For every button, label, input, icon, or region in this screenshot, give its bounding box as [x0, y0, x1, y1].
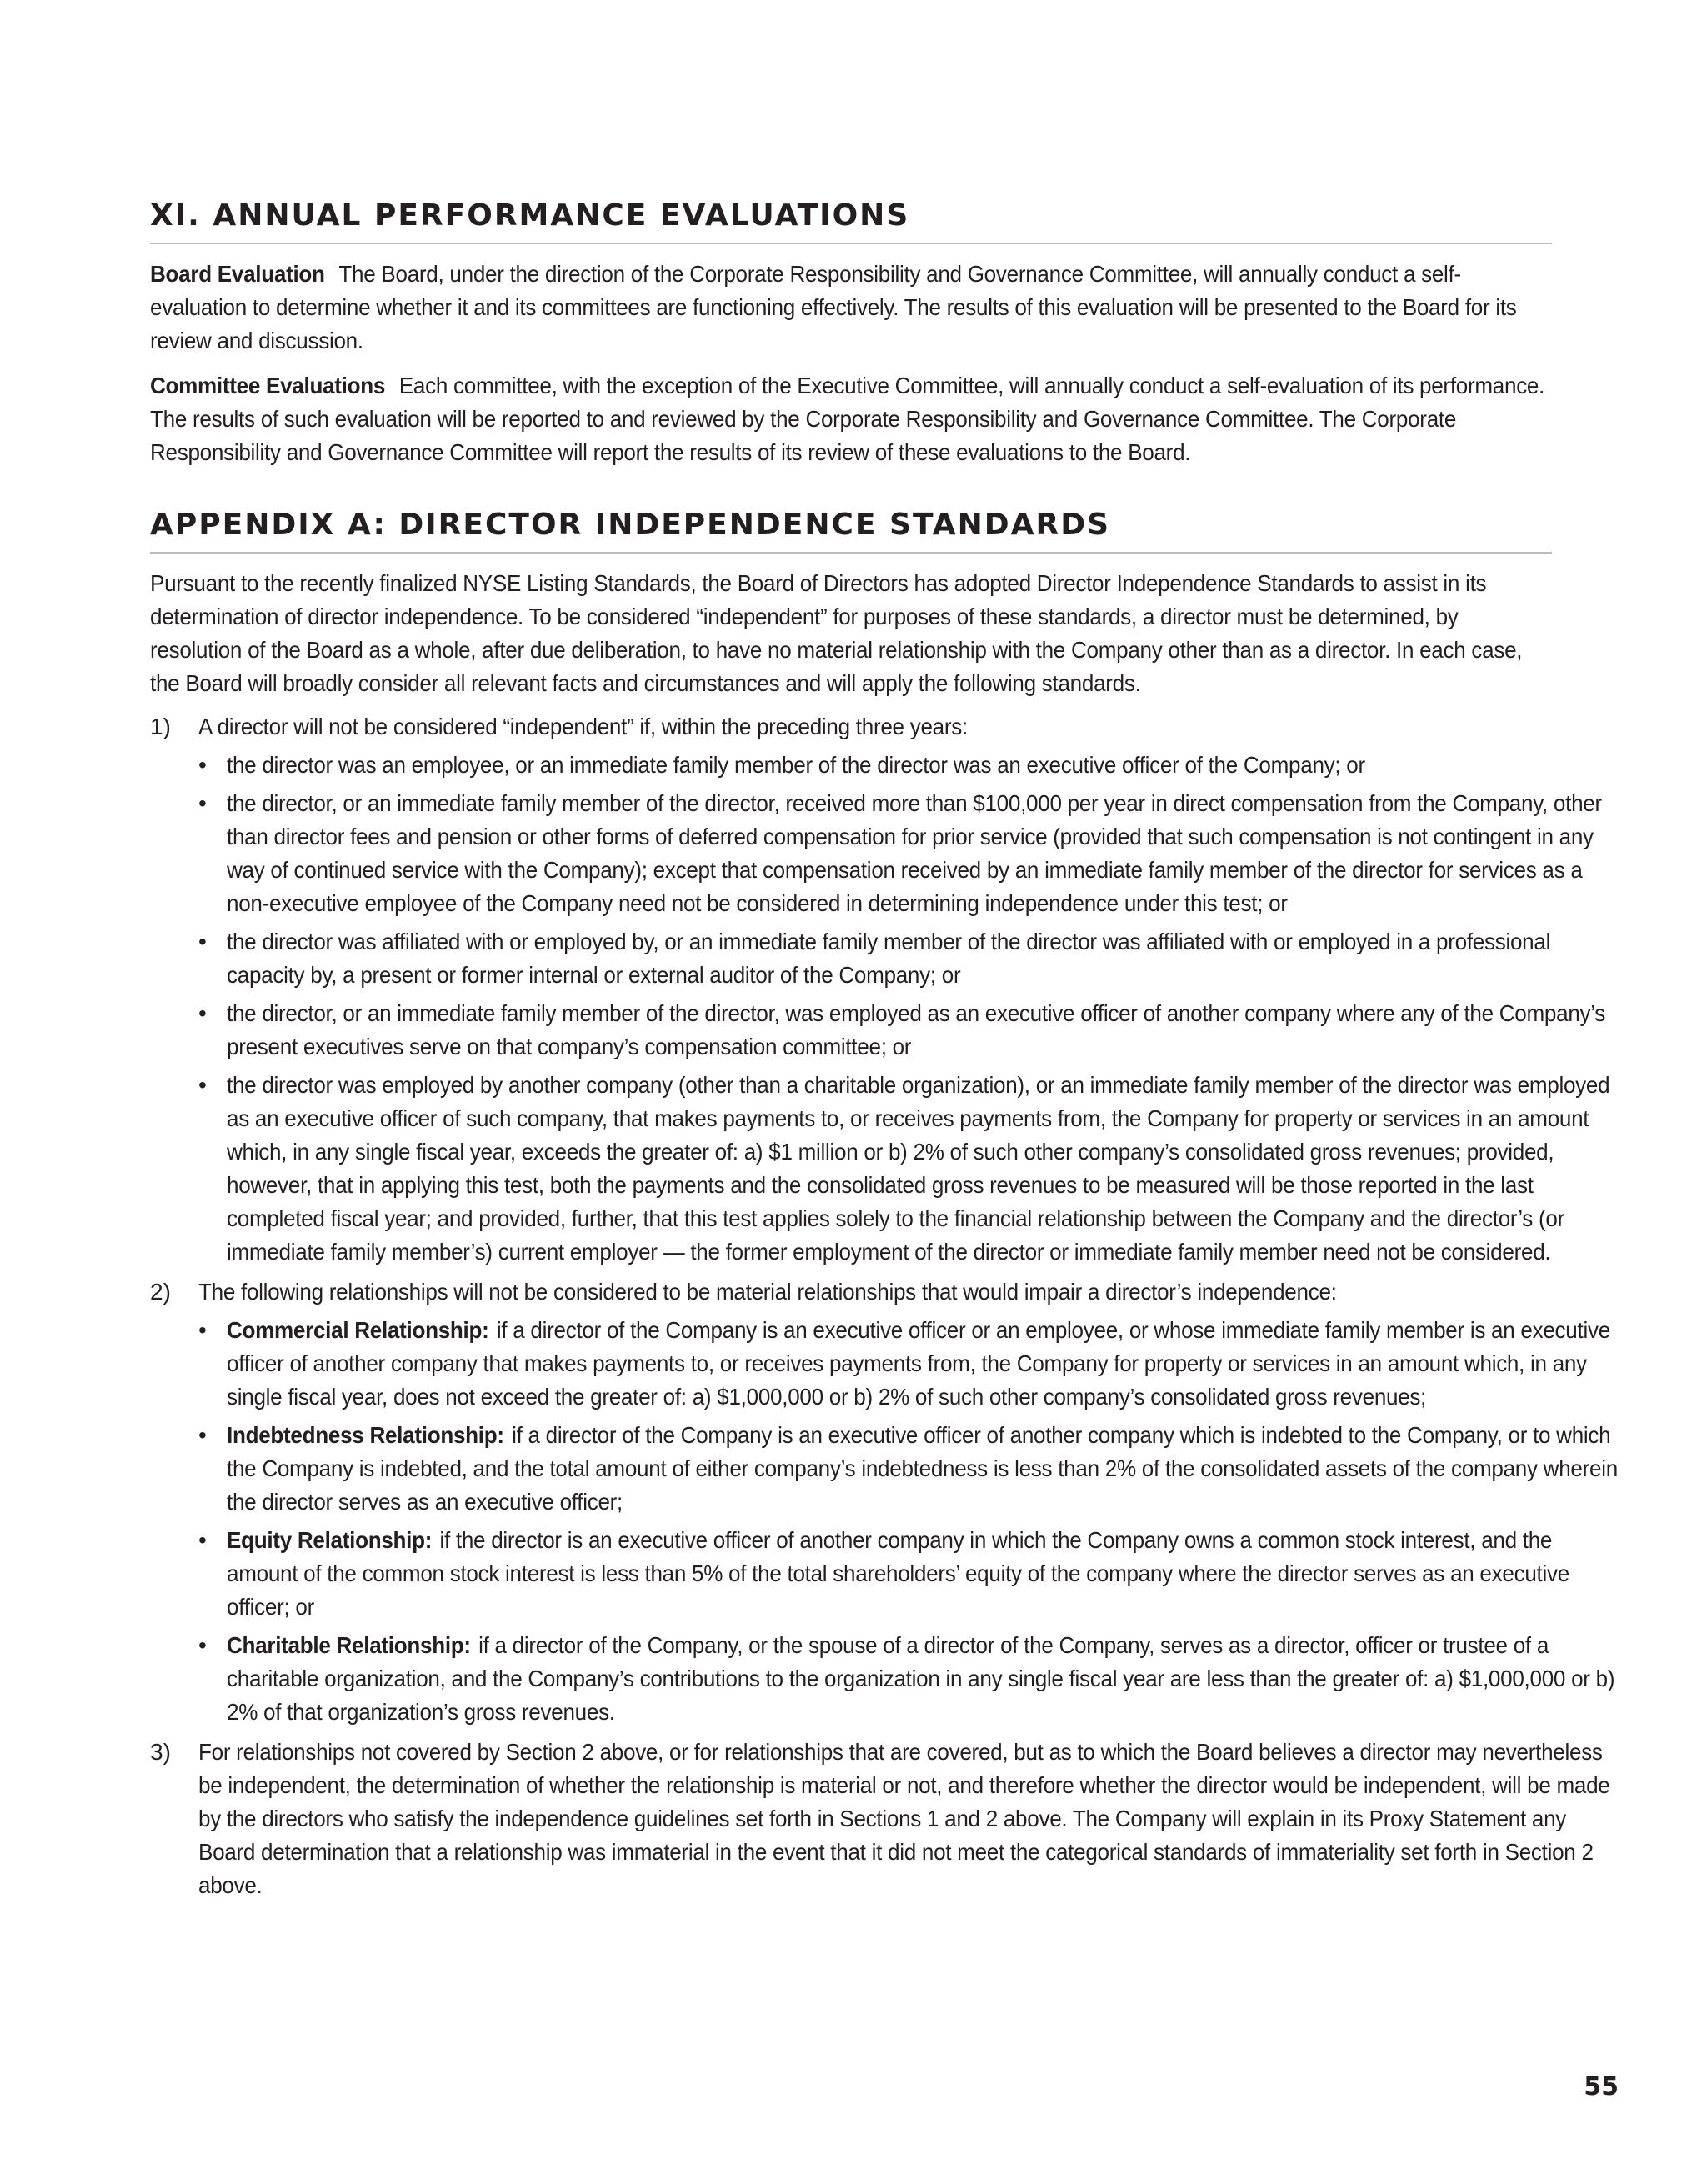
board-evaluation-text: The Board, under the direction of the Corporate Responsibility and Governance Committee, will annually conduct a self-evaluation to determine whether it and its committees are functioning effectively. The results of this evaluation will be presented to the Board for its review and discussion.	[150, 261, 1517, 353]
section-heading-annual-evaluations: XI. ANNUAL PERFORMANCE EVALUATIONS	[150, 198, 1552, 244]
board-evaluation-paragraph	[150, 258, 1553, 358]
page-number: 55	[1584, 2072, 1619, 2101]
relationship-term: Commercial Relationship:	[227, 1317, 489, 1343]
bullet-icon: •	[198, 1072, 207, 1098]
standard-item-1	[150, 710, 1610, 1269]
bullet-item-commercial	[198, 1314, 1610, 1414]
relationship-text: if a director of the Company is an executive officer of another company which is indebted to the Company, or to which the Company is indebted, and the total amount of either company’s indebtedness is less than 2% of the consolidated assets of the company wherein the director serves as an executive officer;	[227, 1422, 1618, 1515]
relationship-term: Indebtedness Relationship:	[227, 1422, 504, 1448]
bullet-text: the director was affiliated with or employed by, or an immediate family member of the director was affiliated with or employed in a professional capacity by, a present or former internal or external auditor of the Company; or	[227, 929, 1551, 988]
bullet-icon: •	[198, 1422, 207, 1448]
committee-evaluations-text: Each committee, with the exception of the Executive Committee, will annually conduct a self-evaluation of its performance. The results of such evaluation will be reported to and reviewed by the Corporate Responsibility and Governance Committee. The Corporate Responsibility and Governance Committee will report the results of its review of these evaluations to the Board.	[150, 373, 1545, 465]
board-evaluation-lead: Board Evaluation	[150, 261, 325, 287]
bullet-item-indebtedness	[198, 1419, 1618, 1519]
relationship-term: Equity Relationship:	[227, 1527, 433, 1553]
standard-item-3	[150, 1736, 1610, 1902]
item-text: A director will not be considered “independent” if, within the preceding three years:	[198, 714, 968, 739]
committee-evaluations-lead: Committee Evaluations	[150, 373, 386, 398]
bullet-item	[198, 925, 1552, 992]
bullet-icon: •	[198, 1317, 207, 1343]
relationship-text: if the director is an executive officer of another company in which the Company owns a common stock interest, and the amount of the common stock interest is less than 5% of the total shareholders’ equity of the company where the director serves as an executive officer; or	[227, 1527, 1569, 1620]
section-heading-appendix-a: APPENDIX A: DIRECTOR INDEPENDENCE STANDARDS	[150, 508, 1552, 554]
standards-numbered-list	[150, 710, 1618, 1902]
bullet-icon: •	[198, 929, 207, 954]
bullet-text: the director was employed by another company (other than a charitable organization), or an immediate family member of the director was employed as an executive officer of such company, that makes payments to, or receives payments from, the Company for property or services in an amount which, in any single fiscal year, exceeds the greater of: a) $1 million or b) 2% of such other company’s consolidated gross revenues; provided, however, that in applying this test, both the payments and the consolidated gross revenues to be measured will be those reported in the last completed fiscal year; and provided, further, that this test applies solely to the financial relationship between the Company and the director’s (or immediate family member’s) current employer — the former employment of the director or immediate family member need not be considered.	[227, 1072, 1610, 1265]
bullet-icon: •	[198, 752, 207, 778]
standard-item-2	[150, 1275, 1618, 1729]
bullet-icon: •	[198, 1632, 207, 1658]
item-text: For relationships not covered by Section 2 above, or for relationships that are covered, but as to which the Board believes a director may nevertheless be independent, the determination of whether the relationship is material or not, and therefore whether the director would be independent, will be made by the directors who satisfy the independence guidelines set forth in Sections 1 and 2 above. The Company will explain in its Proxy Statement any Board determination that a relationship was immaterial in the event that it did not meet the categorical standards of immateriality set forth in Section 2 above.	[198, 1739, 1610, 1898]
bullet-item	[198, 1069, 1610, 1269]
bullet-item-equity	[198, 1524, 1569, 1624]
item-text: The following relationships will not be considered to be material relationships that would impair a director’s independence:	[198, 1279, 1337, 1305]
bullet-item	[198, 787, 1602, 920]
relationship-term: Charitable Relationship:	[227, 1632, 471, 1658]
bullet-list	[198, 749, 1610, 1269]
bullet-item	[198, 749, 1552, 782]
appendix-intro-paragraph: Pursuant to the recently finalized NYSE Listing Standards, the Board of Directors has adopted Director Independence Standards to assist in its determination of director independence. To be considered “independent” for purposes of these standards, a director must be determined, by resolution of the Board as a whole, after due deliberation, to have no material relationship with the Company other than as a director. In each case, the Board will broadly consider all relevant facts and circumstances and will apply the following standards.	[150, 570, 1523, 696]
relationship-text: if a director of the Company is an executive officer or an employee, or whose immediate family member is an executive officer of another company that makes payments to, or receives payments from, the Company for property or services in an amount which, in any single fiscal year, does not exceed the greater of: a) $1,000,000 or b) 2% of such other company’s consolidated gross revenues;	[227, 1317, 1610, 1410]
bullet-text: the director, or an immediate family member of the director, received more than $100,000 per year in direct compensation from the Company, other than director fees and pension or other forms of deferred compensation for prior service (provided that such compensation is not contingent in any way of continued service with the Company); except that compensation received by an immediate family member of the director for services as a non-executive employee of the Company need not be considered in determining independence under this test; or	[227, 790, 1602, 916]
relationship-text: if a director of the Company, or the spouse of a director of the Company, serves as a director, officer or trustee of a charitable organization, and the Company’s contributions to the organization in any single fiscal year are less than the greater of: a) $1,000,000 or b) 2% of that organization’s gross revenues.	[227, 1632, 1615, 1725]
bullet-text: the director was an employee, or an immediate family member of the director was an executive officer of the Company; or	[227, 752, 1365, 778]
committee-evaluations-paragraph	[150, 369, 1553, 469]
bullet-text: the director, or an immediate family member of the director, was employed as an executive officer of another company where any of the Company’s present executives serve on that company’s compensation committee; or	[227, 1000, 1606, 1059]
item-number: 2)	[150, 1279, 171, 1305]
bullet-list	[198, 1314, 1618, 1729]
bullet-item-charitable	[198, 1629, 1615, 1729]
bullet-icon: •	[198, 1000, 207, 1026]
bullet-icon: •	[198, 1527, 207, 1553]
bullet-icon: •	[198, 790, 207, 816]
item-number: 3)	[150, 1739, 171, 1765]
bullet-item	[198, 997, 1606, 1064]
item-number: 1)	[150, 714, 171, 739]
